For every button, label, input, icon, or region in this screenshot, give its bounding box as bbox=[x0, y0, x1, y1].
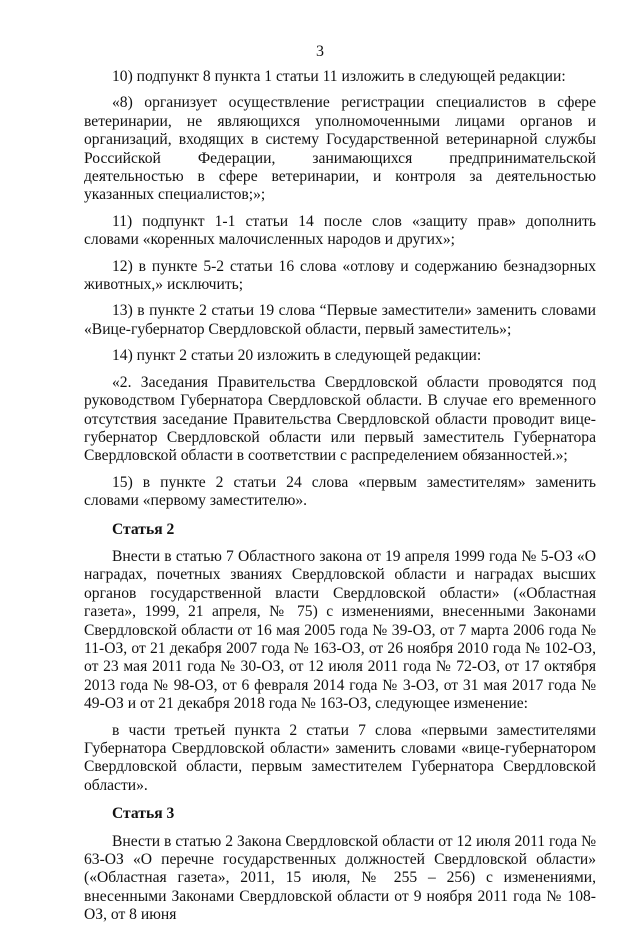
paragraph-quote-item-2: «2. Заседания Правительства Свердловской области проводятся под руководством Губернатора Свердловской области. В случае его временного отсутствия заседание Правительства Свердловской области проводит вице-губернатор Свердловской области или первый заместитель Губернатора Свердловской области в соответствии с распределением обязанностей.»; bbox=[84, 373, 596, 465]
page-number: 3 bbox=[316, 43, 324, 60]
paragraph-item-11: 11) подпункт 1-1 статьи 14 после слов «защиту прав» дополнить словами «коренных малочисленных народов и других»; bbox=[84, 212, 596, 249]
paragraph-item-14: 14) пункт 2 статьи 20 изложить в следующей редакции: bbox=[112, 347, 482, 365]
article-2-heading: Статья 2 bbox=[112, 520, 175, 538]
article-3-paragraph-1: Внести в статью 2 Закона Свердловской области от 12 июля 2011 года № 63-ОЗ «О перечне государственных должностей Свердловской области» («Областная газета», 2011, 15 июля, № 255 – 256) с изменениями, внесенными Законами Свердловской области от 9 ноября 2011 года № 108-ОЗ, от 8 июня bbox=[84, 832, 596, 924]
document-body bbox=[84, 68, 596, 933]
paragraph-item-12: 12) в пункте 5-2 статьи 16 слова «отлову и содержанию безнадзорных животных,» исключить; bbox=[84, 257, 596, 294]
paragraph-item-15: 15) в пункте 2 статьи 24 слова «первым заместителям» заменить словами «первому заместителю». bbox=[84, 473, 596, 510]
article-2-paragraph-1: Внести в статью 7 Областного закона от 19 апреля 1999 года № 5-ОЗ «О наградах, почетных званиях Свердловской области и наградах высших органов государственной власти Свердловской области» («Областная газета», 1999, 21 апреля, № 75) с изменениями, внесенными Законами Свердловской области от 16 мая 2005 года № 39-ОЗ, от 7 марта 2006 года № 11-ОЗ, от 21 декабря 2007 года № 163-ОЗ, от 26 ноября 2010 года № 102-ОЗ, от 23 мая 2011 года № 30-ОЗ, от 12 июля 2011 года № 72-ОЗ, от 17 октября 2013 года № 98-ОЗ, от 6 февраля 2014 года № 3-ОЗ, от 31 мая 2017 года № 49-ОЗ и от 21 декабря 2018 года № 163-ОЗ, следующее изменение: bbox=[84, 547, 596, 713]
article-2-paragraph-2: в части третьей пункта 2 статьи 7 слова «первыми заместителями Губернатора Свердловской области» заменить словами «вице-губернатором Свердловской области, первым заместителем Губернатора Свердловской области». bbox=[84, 721, 596, 794]
paragraph-quote-item-8: «8) организует осуществление регистрации специалистов в сфере ветеринарии, не являющихся уполномоченными лицами органов и организаций, входящих в систему Государственной ветеринарной службы Российской Федерации, занимающихся предпринимательской деятельностью в сфере ветеринарии, и контроля за деятельностью указанных специалистов;»; bbox=[84, 94, 596, 204]
paragraph-item-10: 10) подпункт 8 пункта 1 статьи 11 изложить в следующей редакции: bbox=[112, 68, 566, 85]
article-3-heading: Статья 3 bbox=[112, 805, 175, 823]
paragraph-item-13: 13) в пункте 2 статьи 19 слова “Первые заместители» заменить словами «Вице-губернатор Свердловской области, первый заместитель»; bbox=[84, 302, 596, 338]
